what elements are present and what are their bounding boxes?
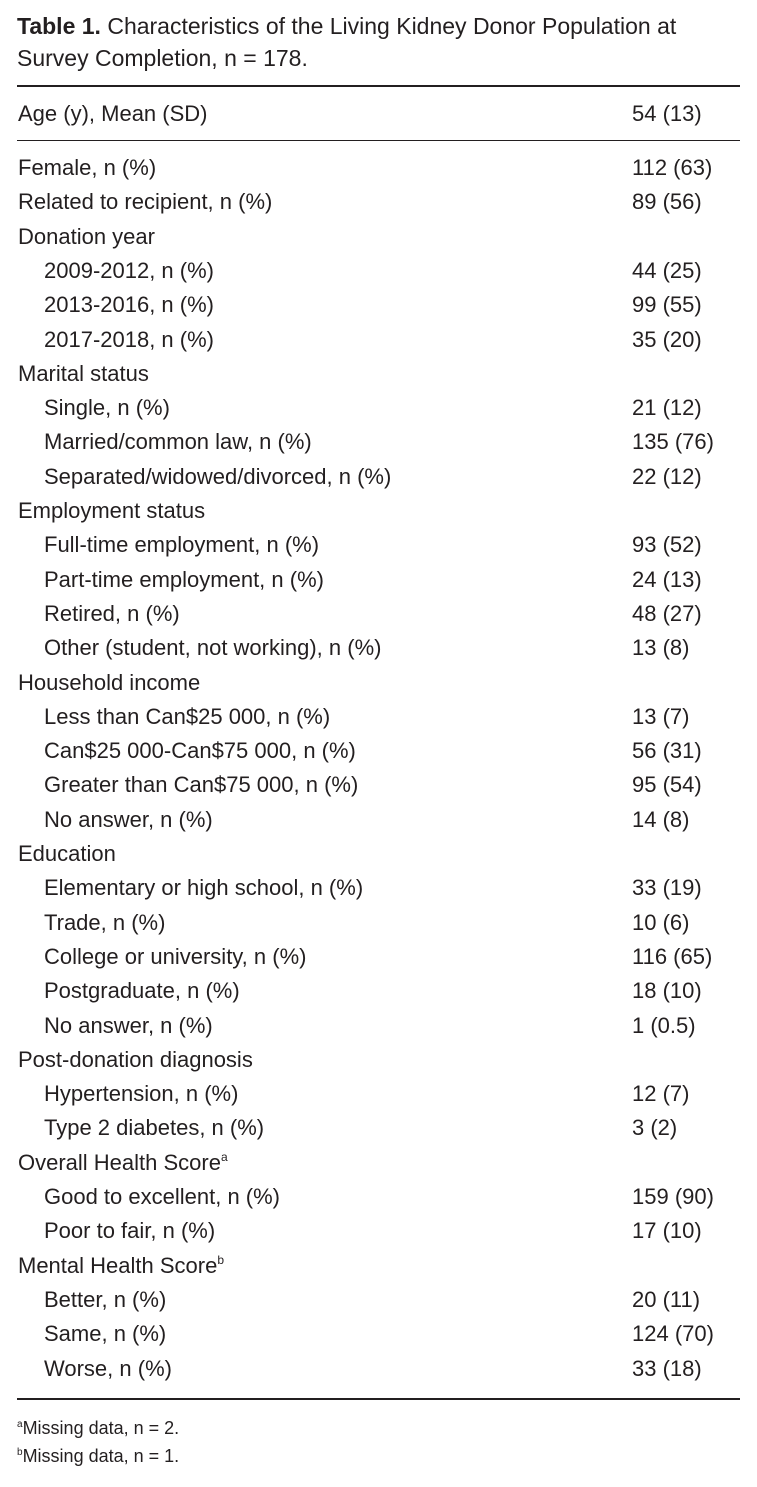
row-value: 135 (76) xyxy=(632,429,714,455)
row-value: 17 (10) xyxy=(632,1218,702,1244)
footnote-text: Missing data, n = 2. xyxy=(22,1418,180,1438)
row-category-label: Female, n (%) xyxy=(18,155,157,180)
header-rule xyxy=(17,140,740,141)
table-row xyxy=(17,871,740,905)
row-value: 1 (0.5) xyxy=(632,1012,696,1038)
table-row xyxy=(17,906,740,940)
footnote-b xyxy=(17,1444,179,1468)
table-row xyxy=(17,1249,740,1283)
table-caption xyxy=(17,10,742,74)
table-row xyxy=(17,666,740,700)
table-row xyxy=(17,734,740,768)
table-row xyxy=(17,768,740,802)
top-rule xyxy=(17,85,740,87)
footnote-reference: a xyxy=(220,1149,228,1164)
table-header-row xyxy=(17,97,740,131)
row-label: Retired, n (%) xyxy=(44,600,180,626)
header-value: 54 (13) xyxy=(632,101,702,126)
table-row xyxy=(17,631,740,665)
row-value: 89 (56) xyxy=(632,189,702,215)
table-row xyxy=(17,151,740,185)
row-value: 33 (19) xyxy=(632,875,702,901)
row-value: 3 (2) xyxy=(632,1115,678,1141)
row-value: 18 (10) xyxy=(632,978,702,1004)
row-category-label: Education xyxy=(18,841,116,866)
table-row xyxy=(17,1111,740,1145)
row-category-label: Marital status xyxy=(18,360,149,386)
row-value: 116 (65) xyxy=(632,943,713,969)
row-value: 112 (63) xyxy=(632,155,713,180)
row-value: 22 (12) xyxy=(632,463,702,489)
footnote-a xyxy=(17,1416,179,1440)
footnote-text: Missing data, n = 1. xyxy=(22,1446,180,1466)
table-caption-text: Characteristics of the Living Kidney Donor Population at Survey Completion, n = 178. xyxy=(17,13,677,71)
row-value: 35 (20) xyxy=(632,326,702,352)
table-row xyxy=(17,1009,740,1043)
row-label: Type 2 diabetes, n (%) xyxy=(44,1115,265,1141)
row-category-label: Overall Health Score$^a$ xyxy=(18,1149,228,1175)
table-row xyxy=(17,528,740,562)
row-category-label: Related to recipient, n (%) xyxy=(18,189,273,215)
row-value: 124 (70) xyxy=(632,1321,714,1347)
row-value: 99 (55) xyxy=(632,292,702,318)
row-category-label: Donation year xyxy=(18,223,155,249)
row-label: 2009-2012, n (%) xyxy=(44,257,214,283)
row-label: Married/common law, n (%) xyxy=(44,429,312,455)
row-label: Better, n (%) xyxy=(44,1286,167,1312)
row-label: Other (student, not working), n (%) xyxy=(44,635,382,661)
row-value: 95 (54) xyxy=(632,772,702,798)
table-row xyxy=(17,1283,740,1317)
row-label: No answer, n (%) xyxy=(44,806,213,832)
table-row xyxy=(17,1146,740,1180)
table-row xyxy=(17,460,740,494)
row-category-label: Mental Health Score$^b$ xyxy=(18,1252,225,1278)
row-value: 24 (13) xyxy=(632,566,702,592)
table-row xyxy=(17,974,740,1008)
row-label: Trade, n (%) xyxy=(44,909,166,935)
table-row xyxy=(17,288,740,322)
table-row xyxy=(17,357,740,391)
table-row xyxy=(17,700,740,734)
table-row xyxy=(17,254,740,288)
row-label: Poor to fair, n (%) xyxy=(44,1218,216,1244)
row-label: Greater than Can$75 000, n (%) xyxy=(44,772,359,798)
table-row xyxy=(17,563,740,597)
row-label: Separated/widowed/divorced, n (%) xyxy=(44,463,392,489)
table-row xyxy=(17,185,740,219)
row-label: Postgraduate, n (%) xyxy=(44,978,240,1004)
row-label: Worse, n (%) xyxy=(44,1355,172,1381)
row-label: Hypertension, n (%) xyxy=(44,1081,239,1107)
table-row xyxy=(17,940,740,974)
row-value: 56 (31) xyxy=(632,738,702,764)
row-category-label: Post-donation diagnosis xyxy=(18,1046,253,1072)
table-row xyxy=(17,425,740,459)
footnote-mark: b xyxy=(17,1447,23,1458)
table-row xyxy=(17,803,740,837)
row-label: Full-time employment, n (%) xyxy=(44,532,320,558)
row-label: Good to excellent, n (%) xyxy=(44,1184,281,1209)
row-label: Part-time employment, n (%) xyxy=(44,566,324,592)
row-category-label: Employment status xyxy=(18,498,206,523)
table-row xyxy=(17,220,740,254)
row-value: 13 (7) xyxy=(632,703,690,729)
table-row xyxy=(17,1214,740,1248)
row-value: 44 (25) xyxy=(632,257,702,283)
row-label: Same, n (%) xyxy=(44,1321,167,1347)
row-label: 2017-2018, n (%) xyxy=(44,326,214,352)
table-row xyxy=(17,323,740,357)
table-row xyxy=(17,837,740,871)
row-value: 159 (90) xyxy=(632,1184,714,1209)
row-label: College or university, n (%) xyxy=(44,943,307,969)
row-label: Less than Can$25 000, n (%) xyxy=(44,703,331,729)
header-label: Age (y), Mean (SD) xyxy=(18,101,208,126)
row-value: 10 (6) xyxy=(632,909,690,935)
row-value: 33 (18) xyxy=(632,1355,702,1381)
table-row xyxy=(17,1352,740,1386)
row-label: Can$25 000-Can$75 000, n (%) xyxy=(44,738,356,764)
table-row xyxy=(17,1317,740,1351)
row-label: Single, n (%) xyxy=(44,395,170,421)
table-row xyxy=(17,1180,740,1214)
table-label: Table 1. xyxy=(17,13,101,39)
footnote-reference: b xyxy=(217,1252,225,1267)
row-value: 13 (8) xyxy=(632,635,690,661)
row-value: 14 (8) xyxy=(632,806,690,832)
row-label: 2013-2016, n (%) xyxy=(44,292,214,318)
row-label: Elementary or high school, n (%) xyxy=(44,875,364,901)
row-value: 93 (52) xyxy=(632,532,702,558)
table-row xyxy=(17,1043,740,1077)
row-category-label: Household income xyxy=(18,669,201,695)
table-row xyxy=(17,1077,740,1111)
table-row xyxy=(17,391,740,425)
footnote-mark: a xyxy=(17,1419,23,1430)
table-row xyxy=(17,494,740,528)
row-label: No answer, n (%) xyxy=(44,1012,213,1038)
row-value: 20 (11) xyxy=(632,1286,701,1312)
row-value: 48 (27) xyxy=(632,600,702,626)
row-value: 21 (12) xyxy=(632,395,702,421)
row-value: 12 (7) xyxy=(632,1081,690,1107)
bottom-rule xyxy=(17,1398,740,1400)
table-row xyxy=(17,597,740,631)
